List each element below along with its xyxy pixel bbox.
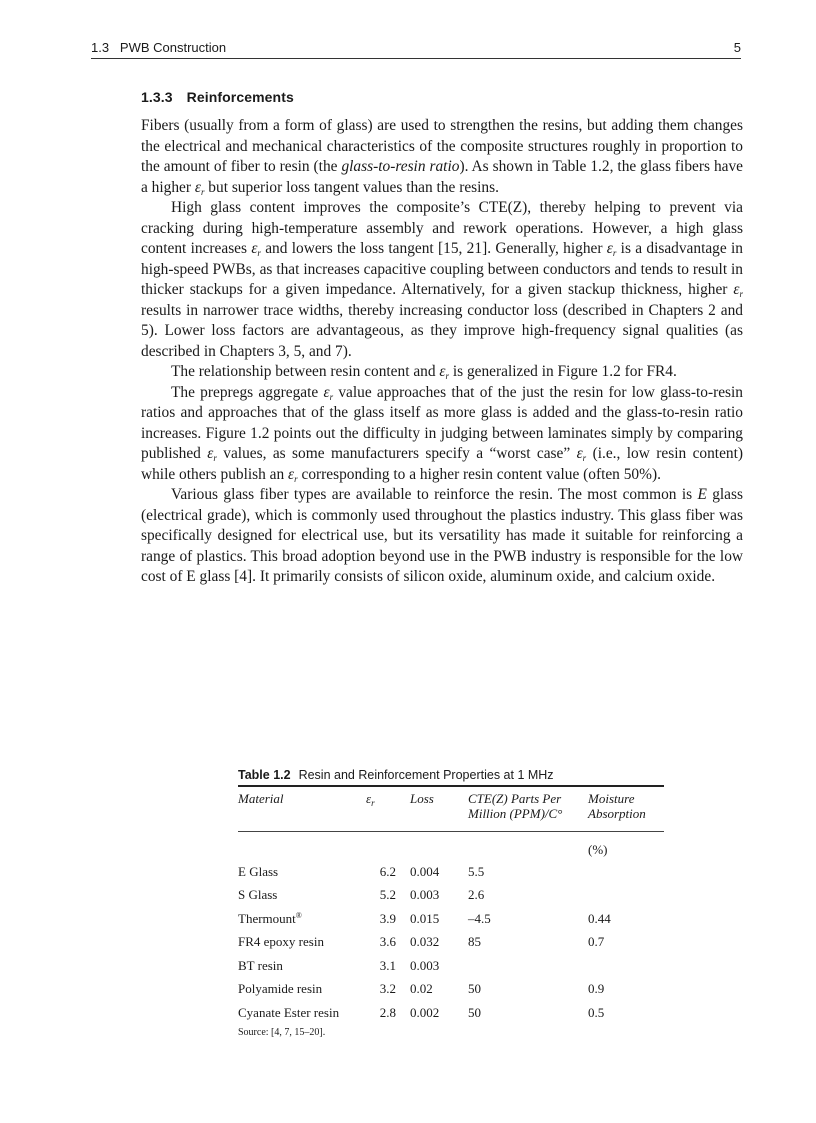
cell-moisture [588, 860, 664, 884]
table-caption [238, 768, 664, 787]
epsilon-r: $\varepsilon_r$ [439, 363, 449, 381]
running-head-section: 1.3 PWB Construction [91, 40, 227, 55]
table-label: Table 1.2 [238, 768, 291, 782]
cell-cte [464, 954, 588, 978]
paragraph-1 [141, 116, 743, 198]
cell-material: Polyamide resin [238, 981, 323, 997]
cell-moisture [588, 884, 664, 908]
cell-loss: 0.002 [410, 1004, 440, 1020]
section-heading [141, 89, 294, 105]
p4-text-d: (i.e., low resin content) while others publish an [141, 445, 743, 483]
p5-term: E [697, 486, 707, 503]
p2-text-a: High glass content improves the composite’s CTE(Z), thereby helping to prevent via cracking during high-temperature assembly and rework operations. However, a high glass content increases [141, 199, 743, 257]
p4-text-a: The prepregs aggregate [171, 383, 324, 401]
cell-material: FR4 epoxy resin [238, 934, 324, 950]
cell-material: Cyanate Ester resin [238, 1004, 340, 1020]
epsilon-r: $\varepsilon_r$ [251, 240, 261, 258]
header-material: Material [238, 791, 284, 806]
p4-text-c: values, as some manufacturers specify a “worst case” [216, 445, 577, 462]
paragraph-4 [141, 383, 743, 486]
cell-cte: 5.5 [468, 863, 485, 879]
cell-loss: 0.004 [410, 863, 440, 879]
table-row [238, 860, 664, 884]
epsilon-r: $\varepsilon_r$ [194, 178, 205, 197]
table-row [238, 1001, 664, 1025]
epsilon-r: $\varepsilon_r$ [207, 445, 217, 463]
cell-cte: 50 [468, 1004, 481, 1020]
p2-text-d: results in narrower trace widths, thereby increasing conductor loss (described in Chapters 2 and 5). Lower loss factors are advantageous, as they improve high-frequency signal qualities (as described in Chapters 3, 5, and 7). [141, 301, 743, 360]
paragraph-2 [141, 198, 743, 362]
cell-material: E Glass [238, 863, 279, 879]
cell-loss: 0.02 [410, 981, 433, 997]
cell-loss: 0.003 [410, 957, 440, 973]
cell-er: 6.2 [379, 863, 396, 879]
table-row [238, 954, 664, 978]
cell-er: 5.2 [379, 887, 396, 903]
cell-moisture: 0.7 [588, 934, 605, 950]
p1-text-b: ). As shown in Table 1.2, the glass fibers have a higher [141, 158, 744, 196]
running-head [91, 38, 741, 59]
properties-table [238, 787, 664, 1025]
table-row [238, 884, 664, 908]
table-row [238, 907, 664, 931]
epsilon-r: $\varepsilon_r$ [323, 383, 334, 402]
cell-moisture: 0.9 [588, 981, 605, 997]
cell-er: 3.6 [379, 934, 396, 950]
table-header-row [238, 787, 664, 832]
registered-mark: ® [295, 910, 302, 920]
p5-text-b: glass (electrical grade), which is commonly used throughout the plastics industry. This glass fiber was specifically designed for electrical use, but its versatility has made it suitable for reinforcing a range of plastics. This broad adoption beyond use in the PWB industry is responsible for the low cost of E glass [4]. It primarily consists of silicon oxide, aluminum oxide, and calcium oxide. [141, 486, 743, 585]
cell-moisture: 0.44 [588, 910, 611, 926]
section-number: 1.3.3 [141, 89, 173, 105]
cell-er: 3.1 [379, 957, 396, 973]
table-unit-row [238, 832, 664, 861]
cell-loss: 0.003 [410, 887, 440, 903]
header-cte: CTE(Z) Parts Per Million (PPM)/C° [468, 791, 563, 821]
cell-loss: 0.015 [410, 910, 440, 926]
header-epsilon: $\varepsilon_r$ [366, 791, 375, 808]
p1-text-c: but superior loss tangent values than the resins. [204, 178, 499, 196]
p4-text-e: corresponding to a higher resin content value (often 50%). [297, 465, 661, 483]
page-number: 5 [733, 40, 741, 55]
header-loss: Loss [410, 791, 434, 806]
cell-moisture [588, 954, 664, 978]
unit-moisture: (%) [588, 832, 664, 861]
table-source: Source: [4, 7, 15–20]. [238, 1026, 326, 1038]
cell-cte: 85 [468, 934, 481, 950]
cell-cte: –4.5 [468, 910, 491, 926]
cell-loss: 0.032 [410, 934, 440, 950]
p2-text-b: and lowers the loss tangent [15, 21]. Generally, higher [260, 240, 607, 257]
body-text [141, 116, 743, 588]
table-row [238, 978, 664, 1002]
p1-term: glass-to-resin ratio [341, 158, 460, 175]
paragraph-3 [141, 362, 743, 383]
cell-moisture: 0.5 [588, 1004, 605, 1020]
p3-text-b: is generalized in Figure 1.2 for FR4. [448, 363, 677, 380]
section-title: Reinforcements [186, 89, 294, 105]
header-moisture: Moisture Absorption [588, 791, 646, 821]
cell-er: 3.9 [379, 910, 396, 926]
p4-text-b: value approaches that of the just the resin for low glass-to-resin ratios and approaches that of the glass itself as more glass is added and the glass-to-resin ratio increases. Figure 1.2 points out the difficulty in judging between laminates simply by comparing published [141, 383, 743, 462]
cell-material: Thermount® [238, 910, 302, 926]
epsilon-r: $\varepsilon_r$ [288, 465, 298, 484]
cell-er: 2.8 [379, 1004, 396, 1020]
paragraph-5 [141, 485, 743, 588]
epsilon-r: $\varepsilon_r$ [576, 445, 587, 463]
table-1-2 [238, 768, 664, 1038]
epsilon-r: $\varepsilon_r$ [733, 281, 743, 299]
epsilon-r: $\varepsilon_r$ [606, 240, 617, 258]
cell-material: S Glass [238, 887, 278, 903]
p2-text-c: is a disadvantage in high-speed PWBs, as that increases capacitive coupling between conductors and tends to result in thicker stackups for a given impedance. Alternatively, for a given stackup thickness, higher [141, 240, 743, 298]
p3-text-a: The relationship between resin content and [171, 363, 440, 380]
p1-text-a: Fibers (usually from a form of glass) are used to strengthen the resins, but adding them changes the electrical and mechanical characteristics of the composite structures roughly in proportion to the amount of fiber to resin (the [141, 117, 743, 175]
table-title: Resin and Reinforcement Properties at 1 MHz [298, 768, 554, 782]
cell-material: BT resin [238, 957, 283, 973]
table-row [238, 931, 664, 955]
cell-cte: 2.6 [468, 887, 485, 903]
cell-er: 3.2 [379, 981, 396, 997]
cell-cte: 50 [468, 981, 481, 997]
p5-text-a: Various glass fiber types are available to reinforce the resin. The most common is [171, 486, 698, 503]
